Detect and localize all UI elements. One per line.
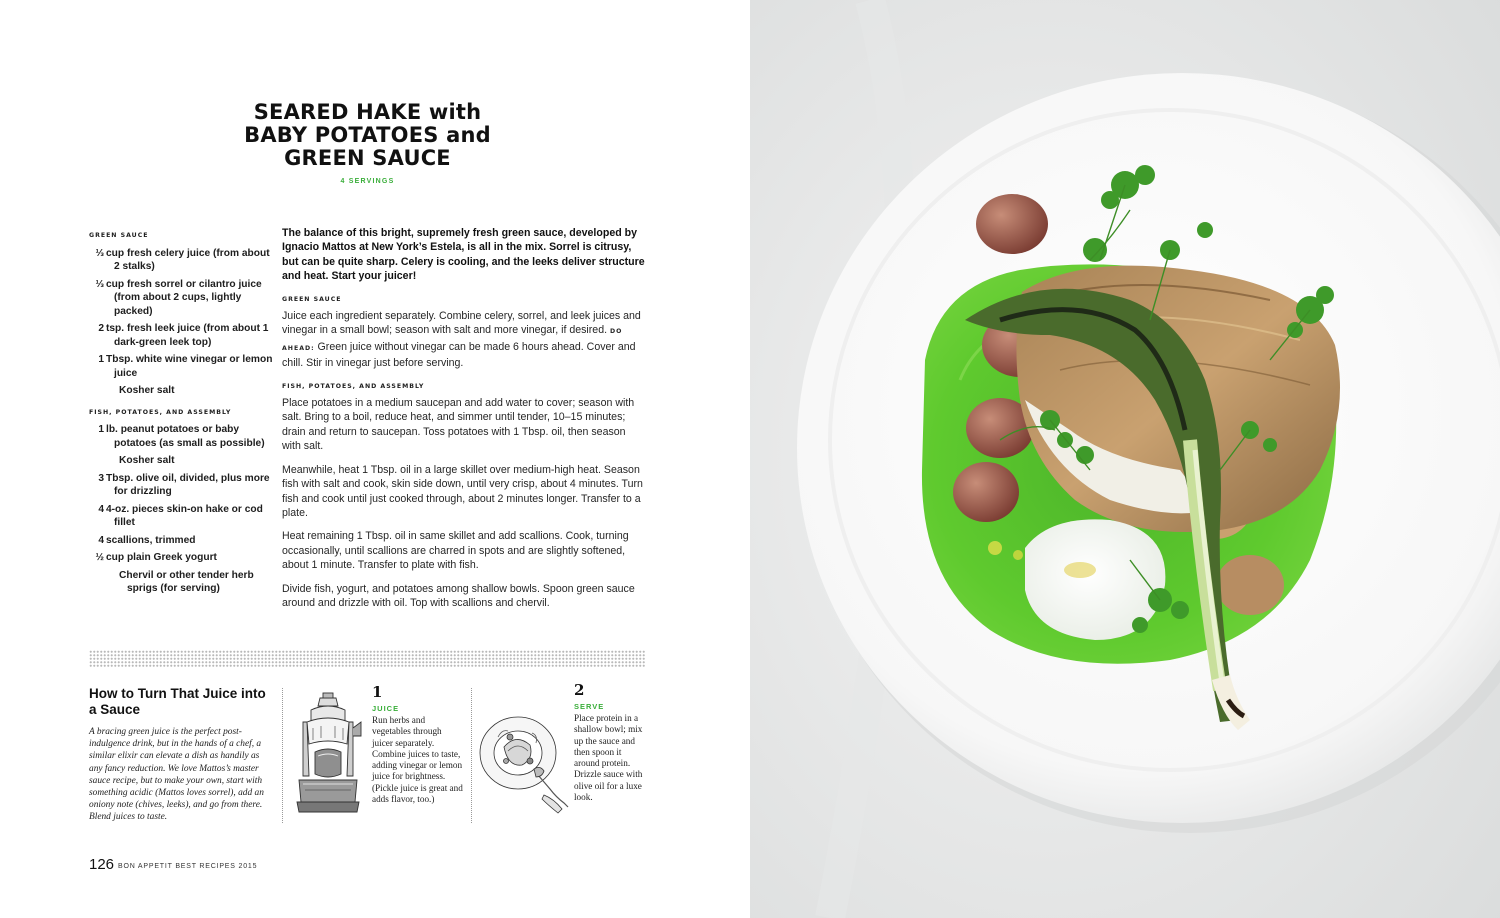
title-line-1: SEARED HAKE with [253,100,482,124]
method-paragraph: Place potatoes in a medium saucepan and add water to cover; season with salt. Bring to a boil, reduce heat, and simmer until tender, 10–15 minutes; drain and return to saucepan. Toss potatoes with 1 Tbsp. oil, then season with salt. [282,397,635,453]
method-paragraph: Divide fish, yogurt, and potatoes among shallow bowls. Spoon green sauce around and drizzle with oil. Top with scallions and chervil. [282,582,635,609]
ingredient-text: cup plain Greek yogurt [106,552,217,563]
ingredients-list [89,229,274,600]
ingredient-qty: 1 [98,354,104,365]
juicer-illustration [293,692,363,820]
ingredient-text: Tbsp. white wine vinegar or lemon juice [106,354,273,379]
ingredient-item [89,551,274,565]
ingredient-text: Kosher salt [119,385,175,396]
ingredient-qty [89,569,104,596]
ingredient-item [89,534,274,548]
ingredient-text: Kosher salt [119,455,175,466]
ingredient-item [89,247,274,274]
ingredient-item [89,454,274,468]
ingredient-qty: 4 [98,503,104,515]
step-number: 2 [574,681,585,699]
ingredient-qty: 1 [98,424,104,435]
method-green-sauce-text [282,309,647,371]
plate-illustration [478,707,570,817]
ingredient-qty: 3 [98,472,104,484]
method-paragraph: Heat remaining 1 Tbsp. oil in same skillet and add scallions. Cook, turning occasionally, until scallions are charred in spots and are slightly softened, about 1 minute. Transfer to plate with fish. [282,530,629,572]
do-ahead-text: Green juice without vinegar can be made 6 hours ahead. Cover and chill. Stir in vinegar just before serving. [282,340,636,370]
ingredient-text: Chervil or other tender herb sprigs (for serving) [119,569,254,594]
method-paragraph: Meanwhile, heat 1 Tbsp. oil in a large skillet over medium-high heat. Season fish with salt and cook, skin side down, until very crisp, about 4 minutes. Turn fish and cook until just cooked through, about 2 minutes longer. Transfer to a plate. [282,463,643,519]
step-text: Place protein in a shallow bowl; mix up the sauce and then spoon it around protein. Drizzle sauce with olive oil for a luxe look. [574,713,643,803]
ingredient-item [89,423,274,450]
ingredient-item [89,472,274,499]
ingredient-qty: 4 [98,534,104,546]
ingredient-text: lb. peanut potatoes or baby potatoes (as small as possible) [106,424,265,449]
ingredient-text: 4-oz. pieces skin-on hake or cod fillet [106,503,263,528]
ingredient-qty [89,454,104,468]
dish-photo [750,0,1500,918]
ingredient-text: cup fresh celery juice (from about 2 stalks) [106,247,270,272]
sidebar-heading: How to Turn That Juice into a Sauce [89,686,266,717]
ingredient-qty: 2 [98,323,104,334]
ingredient-item [89,569,274,596]
ingredients-green-sauce-heading: GREEN SAUCE [89,232,149,239]
step-text: Run herbs and vegetables through juicer separately. Combine juices to taste, adding vinegar or lemon juice for brightness. (Pickle juice is great and adds flavor, too.) [372,715,463,805]
ingredient-text: Tbsp. olive oil, divided, plus more for drizzling [106,472,270,497]
ingredient-item [89,353,274,380]
ingredient-text: scallions, trimmed [106,534,196,546]
step-number: 1 [372,683,383,701]
recipe-intro: The balance of this bright, supremely fresh green sauce, developed by Ignacio Mattos at New York’s Estela, is all in the mix. Sorrel is citrusy, but can be quite sharp. Celery is cooling, and the leeks deliver structure and heat. Start your juicer! [282,227,645,283]
servings: 4 SERVINGS [340,178,395,185]
do-ahead-label: DO AHEAD: [282,328,623,352]
method [282,226,647,619]
step-label: SERVE [574,702,605,711]
ingredient-item [89,322,274,349]
dotted-divider [89,650,645,668]
ingredient-qty: ⅓ [95,247,104,259]
sidebar-divider [282,688,283,823]
page-number: 126 [89,856,115,873]
ingredient-qty: ½ [95,552,104,563]
ingredient-text: cup fresh sorrel or cilantro juice (from about 2 cups, lightly packed) [106,278,262,317]
method-fish-heading: FISH, POTATOES, AND ASSEMBLY [282,382,425,390]
recipe-title [200,101,535,170]
sidebar-divider [471,688,472,823]
ingredient-qty [89,384,104,398]
ingredient-item [89,278,274,319]
sidebar-blurb: A bracing green juice is the perfect post-indulgence drink, but in the hands of a chef, a similar elixir can elevate a dish as handily as any fancy reduction. We love Mattos’s master sauce recipe, but to make your own, start with something acidic (Mattos loves sorrel), add an oniony note (chives, leeks), and go from there. Blend juices to taste. [89,727,264,823]
ingredient-text: tsp. fresh leek juice (from about 1 dark-green leek top) [106,323,269,348]
title-line-2: BABY POTATOES and [244,123,491,147]
step-label: JUICE [372,704,400,713]
ingredient-item [89,384,274,398]
ingredients-fish-heading: FISH, POTATOES, AND ASSEMBLY [89,408,232,416]
ingredient-qty: ⅓ [95,278,104,290]
title-line-3: GREEN SAUCE [284,146,451,170]
green-sauce-instructions: Juice each ingredient separately. Combine celery, sorrel, and leek juices and vinegar in a small bowl; season with salt and more vinegar, if desired. [282,310,641,337]
method-green-sauce-heading: GREEN SAUCE [282,295,342,303]
sidebar-how-to [89,686,269,824]
publication-label: BON APPETIT BEST RECIPES 2015 [118,863,258,870]
ingredient-item [89,503,274,530]
